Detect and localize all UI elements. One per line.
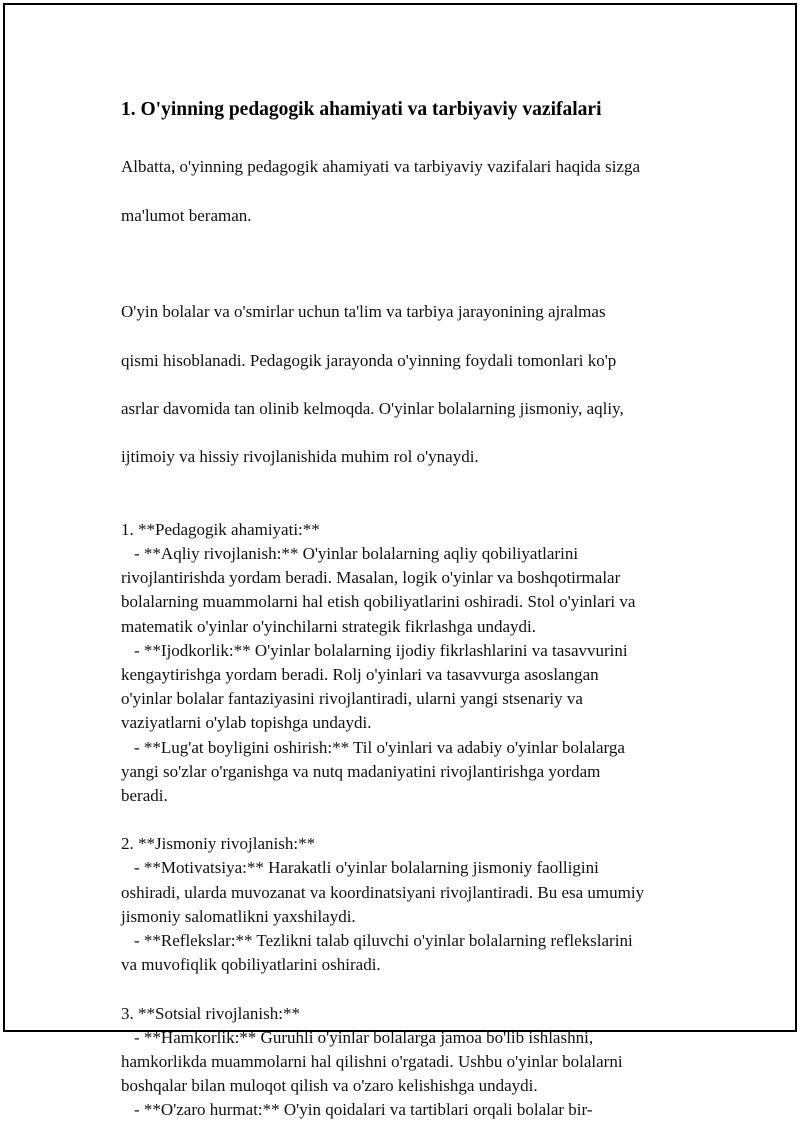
- text-line: o'yinlar bolalar fantaziyasini rivojlantiradi, ularni yangi stsenariy va: [121, 689, 583, 709]
- section-heading: 3. **Sotsial rivojlanish:**: [121, 1003, 300, 1023]
- text-line: ijtimoiy va hissiy rivojlanishida muhim rol o'ynaydi.: [121, 447, 479, 467]
- text-line: - **Hamkorlik:** Guruhli o'yinlar bolalarga jamoa bo'lib ishlashni,: [134, 1027, 594, 1047]
- section-physical-development: [121, 832, 701, 977]
- text-line: asrlar davomida tan olinib kelmoqda. O'yinlar bolalarning jismoniy, aqliy,: [121, 399, 624, 419]
- section-heading: 1. **Pedagogik ahamiyati:**: [121, 519, 320, 539]
- text-line: oshiradi, ularda muvozanat va koordinatsiyani rivojlantiradi. Bu esa umumiy: [121, 882, 645, 902]
- text-line: - **Lug'at boyligini oshirish:** Til o'yinlari va adabiy o'yinlar bolalarga: [134, 737, 625, 757]
- text-line: - **Reflekslar:** Tezlikni talab qiluvchi o'yinlar bolalarning reflekslarini: [134, 931, 633, 951]
- text-line: O'yin bolalar va o'smirlar uchun ta'lim va tarbiya jarayonining ajralmas: [121, 302, 606, 322]
- intro-paragraph: [121, 131, 701, 252]
- text-line: yangi so'zlar o'rganishga va nutq madaniyatini rivojlantirishga yordam: [121, 761, 601, 781]
- list-item: [121, 736, 701, 809]
- section-heading: 2. **Jismoniy rivojlanish:**: [121, 834, 316, 854]
- text-line: boshqalar bilan muloqot qilish va o'zaro kelishishga undaydi.: [121, 1076, 538, 1096]
- text-line: - **Motivatsiya:** Harakatli o'yinlar bolalarning jismoniy faolligini: [134, 858, 599, 878]
- text-line: - **Ijodkorlik:** O'yinlar bolalarning ijodiy fikrlashlarini va tasavvurini: [134, 640, 628, 660]
- list-item: [121, 1026, 701, 1099]
- text-line: - **O'zaro hurmat:** O'yin qoidalari va tartiblari orqali bolalar bir-: [134, 1100, 593, 1120]
- section-social-development: [121, 1002, 701, 1123]
- text-line: qismi hisoblanadi. Pedagogik jarayonda o'yinning foydali tomonlari ko'p: [121, 350, 617, 370]
- text-line: rivojlantirishda yordam beradi. Masalan, logik o'yinlar va boshqotirmalar: [121, 568, 621, 588]
- text-line: bolalarning muammolarni hal etish qobiliyatlarini oshiradi. Stol o'yinlari va: [121, 592, 636, 612]
- list-item: [121, 639, 701, 736]
- text-line: vaziyatlarni o'ylab topishga undaydi.: [121, 713, 372, 733]
- text-line: ma'lumot beraman.: [121, 205, 252, 225]
- text-line: jismoniy salomatlikni yaxshilaydi.: [121, 906, 356, 926]
- document-body: [121, 97, 701, 1147]
- page-frame: [3, 3, 797, 1120]
- text-line: beradi.: [121, 786, 168, 806]
- document-title: 1. O'yinning pedagogik ahamiyati va tarbiyaviy vazifalari: [121, 99, 602, 120]
- text-line: va muvofiqlik qobiliyatlarini oshiradi.: [121, 955, 381, 975]
- list-item: [121, 542, 701, 639]
- text-line: hamkorlikda muammolarni hal qilishni o'rgatadi. Ushbu o'yinlar bolalarni: [121, 1051, 623, 1071]
- list-item: [121, 1098, 701, 1122]
- overview-paragraph: [121, 276, 701, 494]
- text-line: - **Aqliy rivojlanish:** O'yinlar bolalarning aqliy qobiliyatlarini: [134, 544, 579, 564]
- text-line: matematik o'yinlar o'yinchilarni strategik fikrlashga undaydi.: [121, 616, 536, 636]
- list-item: [121, 856, 701, 929]
- text-line: Albatta, o'yinning pedagogik ahamiyati va tarbiyaviy vazifalari haqida sizga: [121, 157, 641, 177]
- list-item: [121, 929, 701, 977]
- text-line: kengaytirishga yordam beradi. Rolj o'yinlari va tasavvurga asoslangan: [121, 665, 599, 685]
- section-pedagogical-importance: [121, 518, 701, 808]
